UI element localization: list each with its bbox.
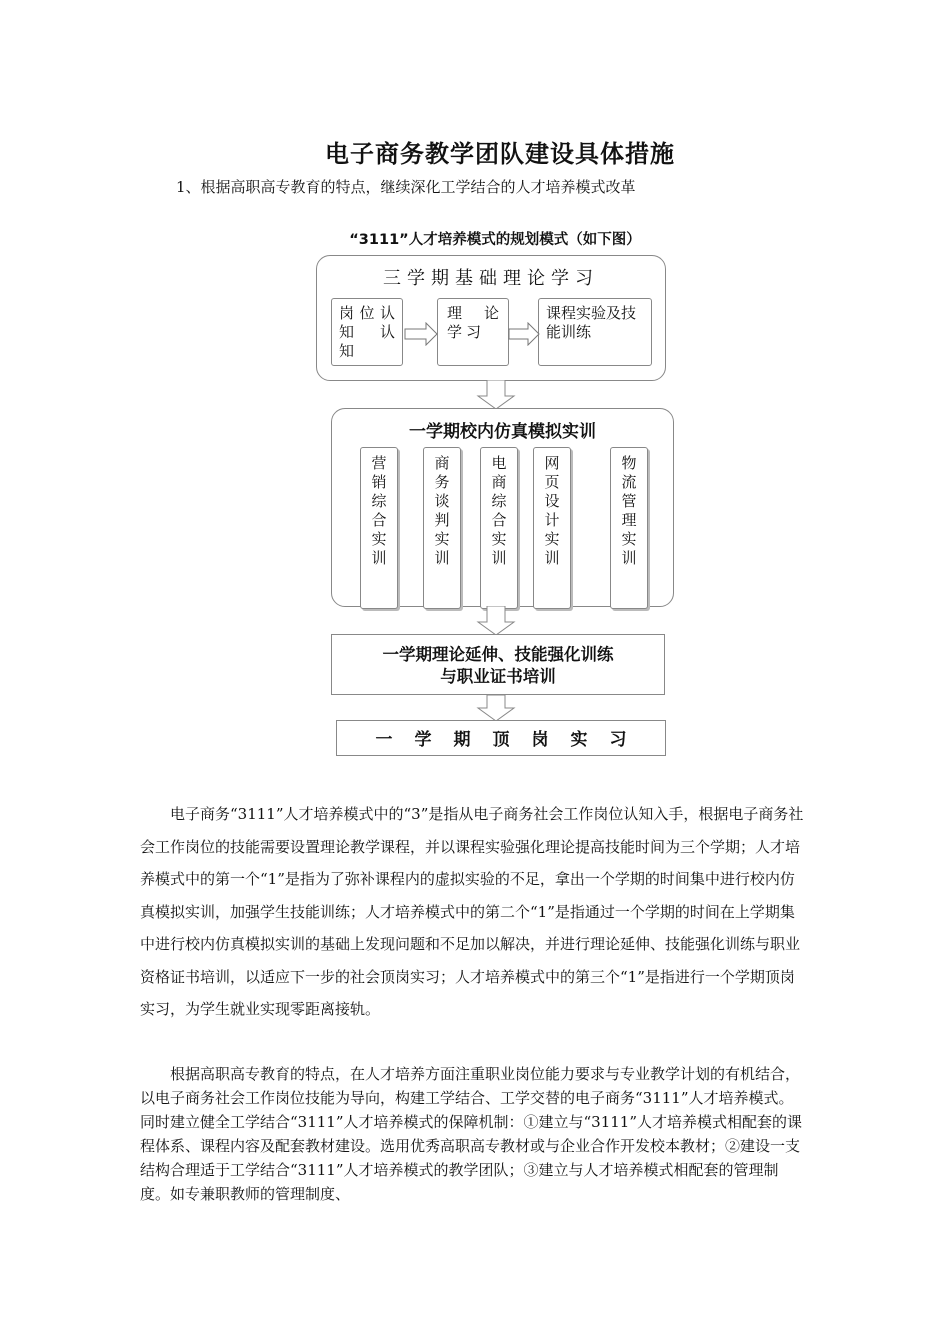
paragraph: 根据高职高专教育的特点，在人才培养方面注重职业岗位能力要求与专业教学计划的有机结合，以电子商务社会工作岗位技能为导向，构建工学结合、工学交替的电子商务“3111”人才培养模式。同时建立健全工学结合“3111”人才培养模式的保障机制：①建立与“3111”人才培养模式相配套的课程体系、课程内容及配套教材建设。选用优秀高职高专教材或与企业合作开发校本教材；②建设一支结构合理适于工学结合“3111”人才培养模式的教学团队；③建立与人才培养模式相配套的管理制度。如专兼职教师的管理制度、 <box>140 1065 803 1203</box>
step-theory-study-line1: 理论 <box>447 304 499 322</box>
down-arrow-icon <box>476 606 516 636</box>
step-job-cognition <box>331 298 403 366</box>
down-arrow-icon <box>476 695 516 722</box>
stage3-box <box>331 634 665 695</box>
step-experiment-training <box>538 298 652 366</box>
card-logistics-training <box>610 447 648 609</box>
page-title: 电子商务教学团队建设具体措施 <box>325 140 675 168</box>
card-marketing-training-label: 营销综合实训 <box>371 454 387 567</box>
stage1-title: 三学期基础理论学习 <box>383 268 599 289</box>
card-webdesign-training-label: 网页设计实训 <box>544 454 560 567</box>
step-theory-study <box>437 298 509 366</box>
stage3-line2: 与职业证书培训 <box>440 667 556 686</box>
stage2-box <box>331 408 674 607</box>
card-ecommerce-training <box>480 447 518 609</box>
step-job-cognition-line2: 知认 <box>339 323 395 341</box>
section-heading: 1、根据高职高专教育的特点，继续深化工学结合的人才培养模式改革 <box>176 178 636 196</box>
card-logistics-training-label: 物流管理实训 <box>621 454 637 567</box>
down-arrow-icon <box>476 380 516 410</box>
card-marketing-training <box>360 447 398 609</box>
step-theory-study-line2: 学习 <box>447 323 486 341</box>
step-experiment-training-line2: 能训练 <box>546 323 592 341</box>
step-job-cognition-line1: 岗位认 <box>339 304 395 322</box>
card-ecommerce-training-label: 电商综合实训 <box>491 454 507 567</box>
step-experiment-training-line1: 课程实验及技 <box>546 304 637 322</box>
diagram-caption: “3111”人才培养模式的规划模式（如下图） <box>349 232 641 248</box>
paragraph: 电子商务“3111”人才培养模式中的“3”是指从电子商务社会工作岗位认知入手，根据电子商务社会工作岗位的技能需要设置理论教学课程，并以课程实验强化理论提高技能时间为三个学期；人才培养模式中的第一个“1”是指为了弥补课程内的虚拟实验的不足，拿出一个学期的时间集中进行校内仿真模拟实训，加强学生技能训练；人才培养模式中的第二个“1”是指通过一个学期的时间在上学期集中进行校内仿真模拟实训的基础上发现问题和不足加以解决，并进行理论延伸、技能强化训练与职业资格证书培训，以适应下一步的社会顶岗实习；人才培养模式中的第三个“1”是指进行一个学期顶岗实习，为学生就业实现零距离接轨。 <box>140 805 804 1018</box>
right-arrow-icon <box>508 322 540 346</box>
card-webdesign-training <box>533 447 571 609</box>
stage4-box <box>336 720 666 756</box>
stage3-line1: 一学期理论延伸、技能强化训练 <box>382 645 614 664</box>
card-negotiation-training <box>423 447 461 609</box>
step-job-cognition-line3: 知 <box>339 342 355 360</box>
stage2-title: 一学期校内仿真模拟实训 <box>409 422 596 442</box>
card-negotiation-training-label: 商务谈判实训 <box>434 454 450 567</box>
stage4-title: 一学期顶岗实习 <box>375 730 649 750</box>
right-arrow-icon <box>404 322 438 346</box>
